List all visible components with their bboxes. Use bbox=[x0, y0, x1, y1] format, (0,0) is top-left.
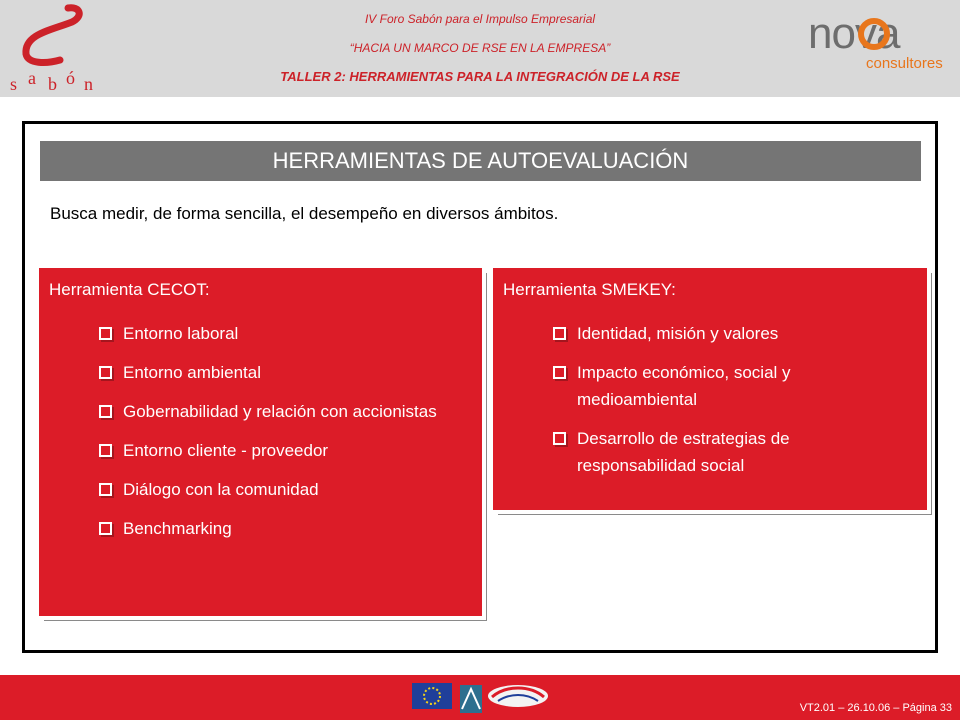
checkbox-bullet-icon bbox=[553, 366, 566, 379]
list-item-text: Gobernabilidad y relación con accionistas bbox=[123, 402, 437, 421]
list-item-text: Identidad, misión y valores bbox=[577, 324, 779, 343]
forum-subtitle: “HACIA UN MARCO DE RSE EN LA EMPRESA” bbox=[349, 41, 611, 55]
list-item-text: Entorno laboral bbox=[123, 324, 239, 343]
cecot-tool-box bbox=[39, 268, 482, 616]
list-item-text: Entorno cliente - proveedor bbox=[123, 441, 329, 460]
sabon-logo-letter: b bbox=[48, 74, 57, 94]
sabon-logo bbox=[6, 2, 102, 94]
list-item bbox=[99, 359, 459, 386]
eu-flag-logo bbox=[412, 683, 452, 709]
workshop-title: TALLER 2: HERRAMIENTAS PARA LA INTEGRACIÓN DE LA RSE bbox=[280, 69, 680, 84]
smekey-tool-box bbox=[493, 268, 927, 510]
proder-logo bbox=[488, 685, 548, 707]
checkbox-bullet-icon bbox=[99, 483, 112, 496]
list-item bbox=[553, 425, 903, 479]
intro-text: Busca medir, de forma sencilla, el desempeño en diversos ámbitos. bbox=[50, 204, 559, 223]
checkbox-bullet-icon bbox=[99, 522, 112, 535]
list-item-text: Entorno ambiental bbox=[123, 363, 261, 382]
checkbox-bullet-icon bbox=[99, 366, 112, 379]
nova-logo-word: nova bbox=[808, 10, 900, 58]
slide-header bbox=[0, 0, 960, 97]
nova-consultores-logo bbox=[806, 10, 952, 72]
list-item bbox=[553, 320, 903, 347]
checkbox-bullet-icon bbox=[99, 327, 112, 340]
sabon-logo-letter: a bbox=[28, 68, 36, 88]
sabon-logo-letter: n bbox=[84, 74, 93, 94]
cecot-item-list bbox=[99, 320, 459, 554]
list-item-text: Impacto económico, social y medioambiental bbox=[577, 363, 791, 409]
checkbox-bullet-icon bbox=[99, 444, 112, 457]
checkbox-bullet-icon bbox=[99, 405, 112, 418]
sabon-logo-letter: s bbox=[10, 74, 18, 94]
sabon-logo-letter: ó bbox=[66, 68, 75, 88]
section-title: HERRAMIENTAS DE AUTOEVALUACIÓN bbox=[40, 141, 921, 181]
list-item bbox=[99, 320, 459, 347]
list-item bbox=[99, 515, 459, 542]
nova-logo-sub: consultores bbox=[866, 55, 943, 72]
list-item bbox=[99, 398, 459, 425]
smekey-item-list bbox=[553, 320, 903, 491]
list-item bbox=[99, 476, 459, 503]
forum-name: IV Foro Sabón para el Impulso Empresarial bbox=[364, 12, 596, 26]
checkbox-bullet-icon bbox=[553, 432, 566, 445]
regional-logo bbox=[460, 685, 482, 713]
checkbox-bullet-icon bbox=[553, 327, 566, 340]
list-item-text: Benchmarking bbox=[123, 519, 232, 538]
list-item-text: Desarrollo de estrategias de responsabilidad social bbox=[577, 429, 790, 475]
list-item bbox=[99, 437, 459, 464]
smekey-tool-title: Herramienta SMEKEY: bbox=[503, 280, 676, 299]
sponsor-logos bbox=[412, 683, 552, 717]
list-item bbox=[553, 359, 903, 413]
cecot-tool-title: Herramienta CECOT: bbox=[49, 280, 210, 299]
slide-footer bbox=[0, 675, 960, 720]
page-info: VT2.01 – 26.10.06 – Página 33 bbox=[799, 702, 952, 714]
list-item-text: Diálogo con la comunidad bbox=[123, 480, 319, 499]
